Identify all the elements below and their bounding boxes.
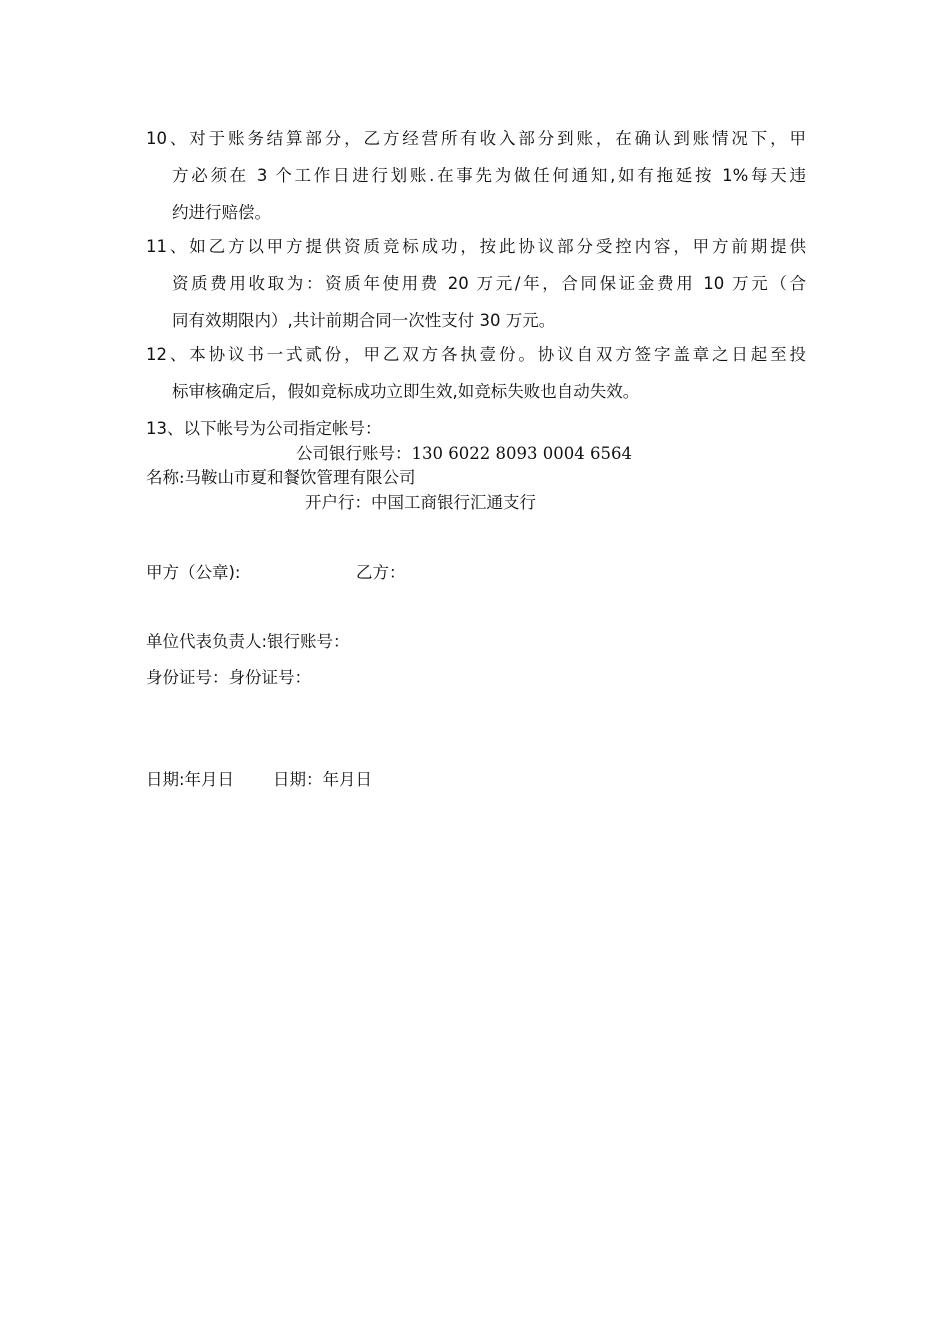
clause-11 <box>146 228 806 339</box>
clause-10-line-2: 方必须在 3 个工作日进行划账.在事先为做任何通知,如有拖延按 1%每天违 <box>172 166 806 185</box>
account-heading: 13、以下帐号为公司指定帐号： <box>146 419 382 438</box>
clause-12-line-2: 标审核确定后，假如竞标成功立即生效,如竞标失败也自动失效。 <box>172 382 640 401</box>
company-name: 名称:马鞍山市夏和餐饮管理有限公司 <box>146 468 416 487</box>
clause-10-line-3: 约进行赔偿。 <box>172 203 271 222</box>
party-b-label: 乙方： <box>356 563 406 582</box>
representative-label: 单位代表负责人:银行账号： <box>146 632 350 651</box>
bank-account-number: 公司银行账号：130 6022 8093 0004 6564 <box>296 444 632 463</box>
date-b-label: 日期：年月日 <box>273 770 372 789</box>
clause-10-line-1: 10、对于账务结算部分，乙方经营所有收入部分到账，在确认到账情况下，甲 <box>146 129 806 148</box>
clause-11-line-2: 资质费用收取为：资质年使用费 20 万元/年，合同保证金费用 10 万元（合 <box>172 274 806 293</box>
clause-11-line-3: 同有效期限内）,共计前期合同一次性支付 30 万元。 <box>172 311 556 330</box>
clause-12 <box>146 336 806 410</box>
id-number-label: 身份证号：身份证号： <box>146 668 311 687</box>
clause-12-line-1: 12、本协议书一式贰份，甲乙双方各执壹份。协议自双方签字盖章之日起至投 <box>146 345 806 364</box>
clause-10 <box>146 120 806 231</box>
party-a-label: 甲方（公章): <box>146 563 241 582</box>
clause-11-line-1: 11、如乙方以甲方提供资质竞标成功，按此协议部分受控内容，甲方前期提供 <box>146 237 806 256</box>
opening-bank: 开户行：中国工商银行汇通支行 <box>305 493 536 512</box>
date-a-label: 日期:年月日 <box>146 770 235 789</box>
